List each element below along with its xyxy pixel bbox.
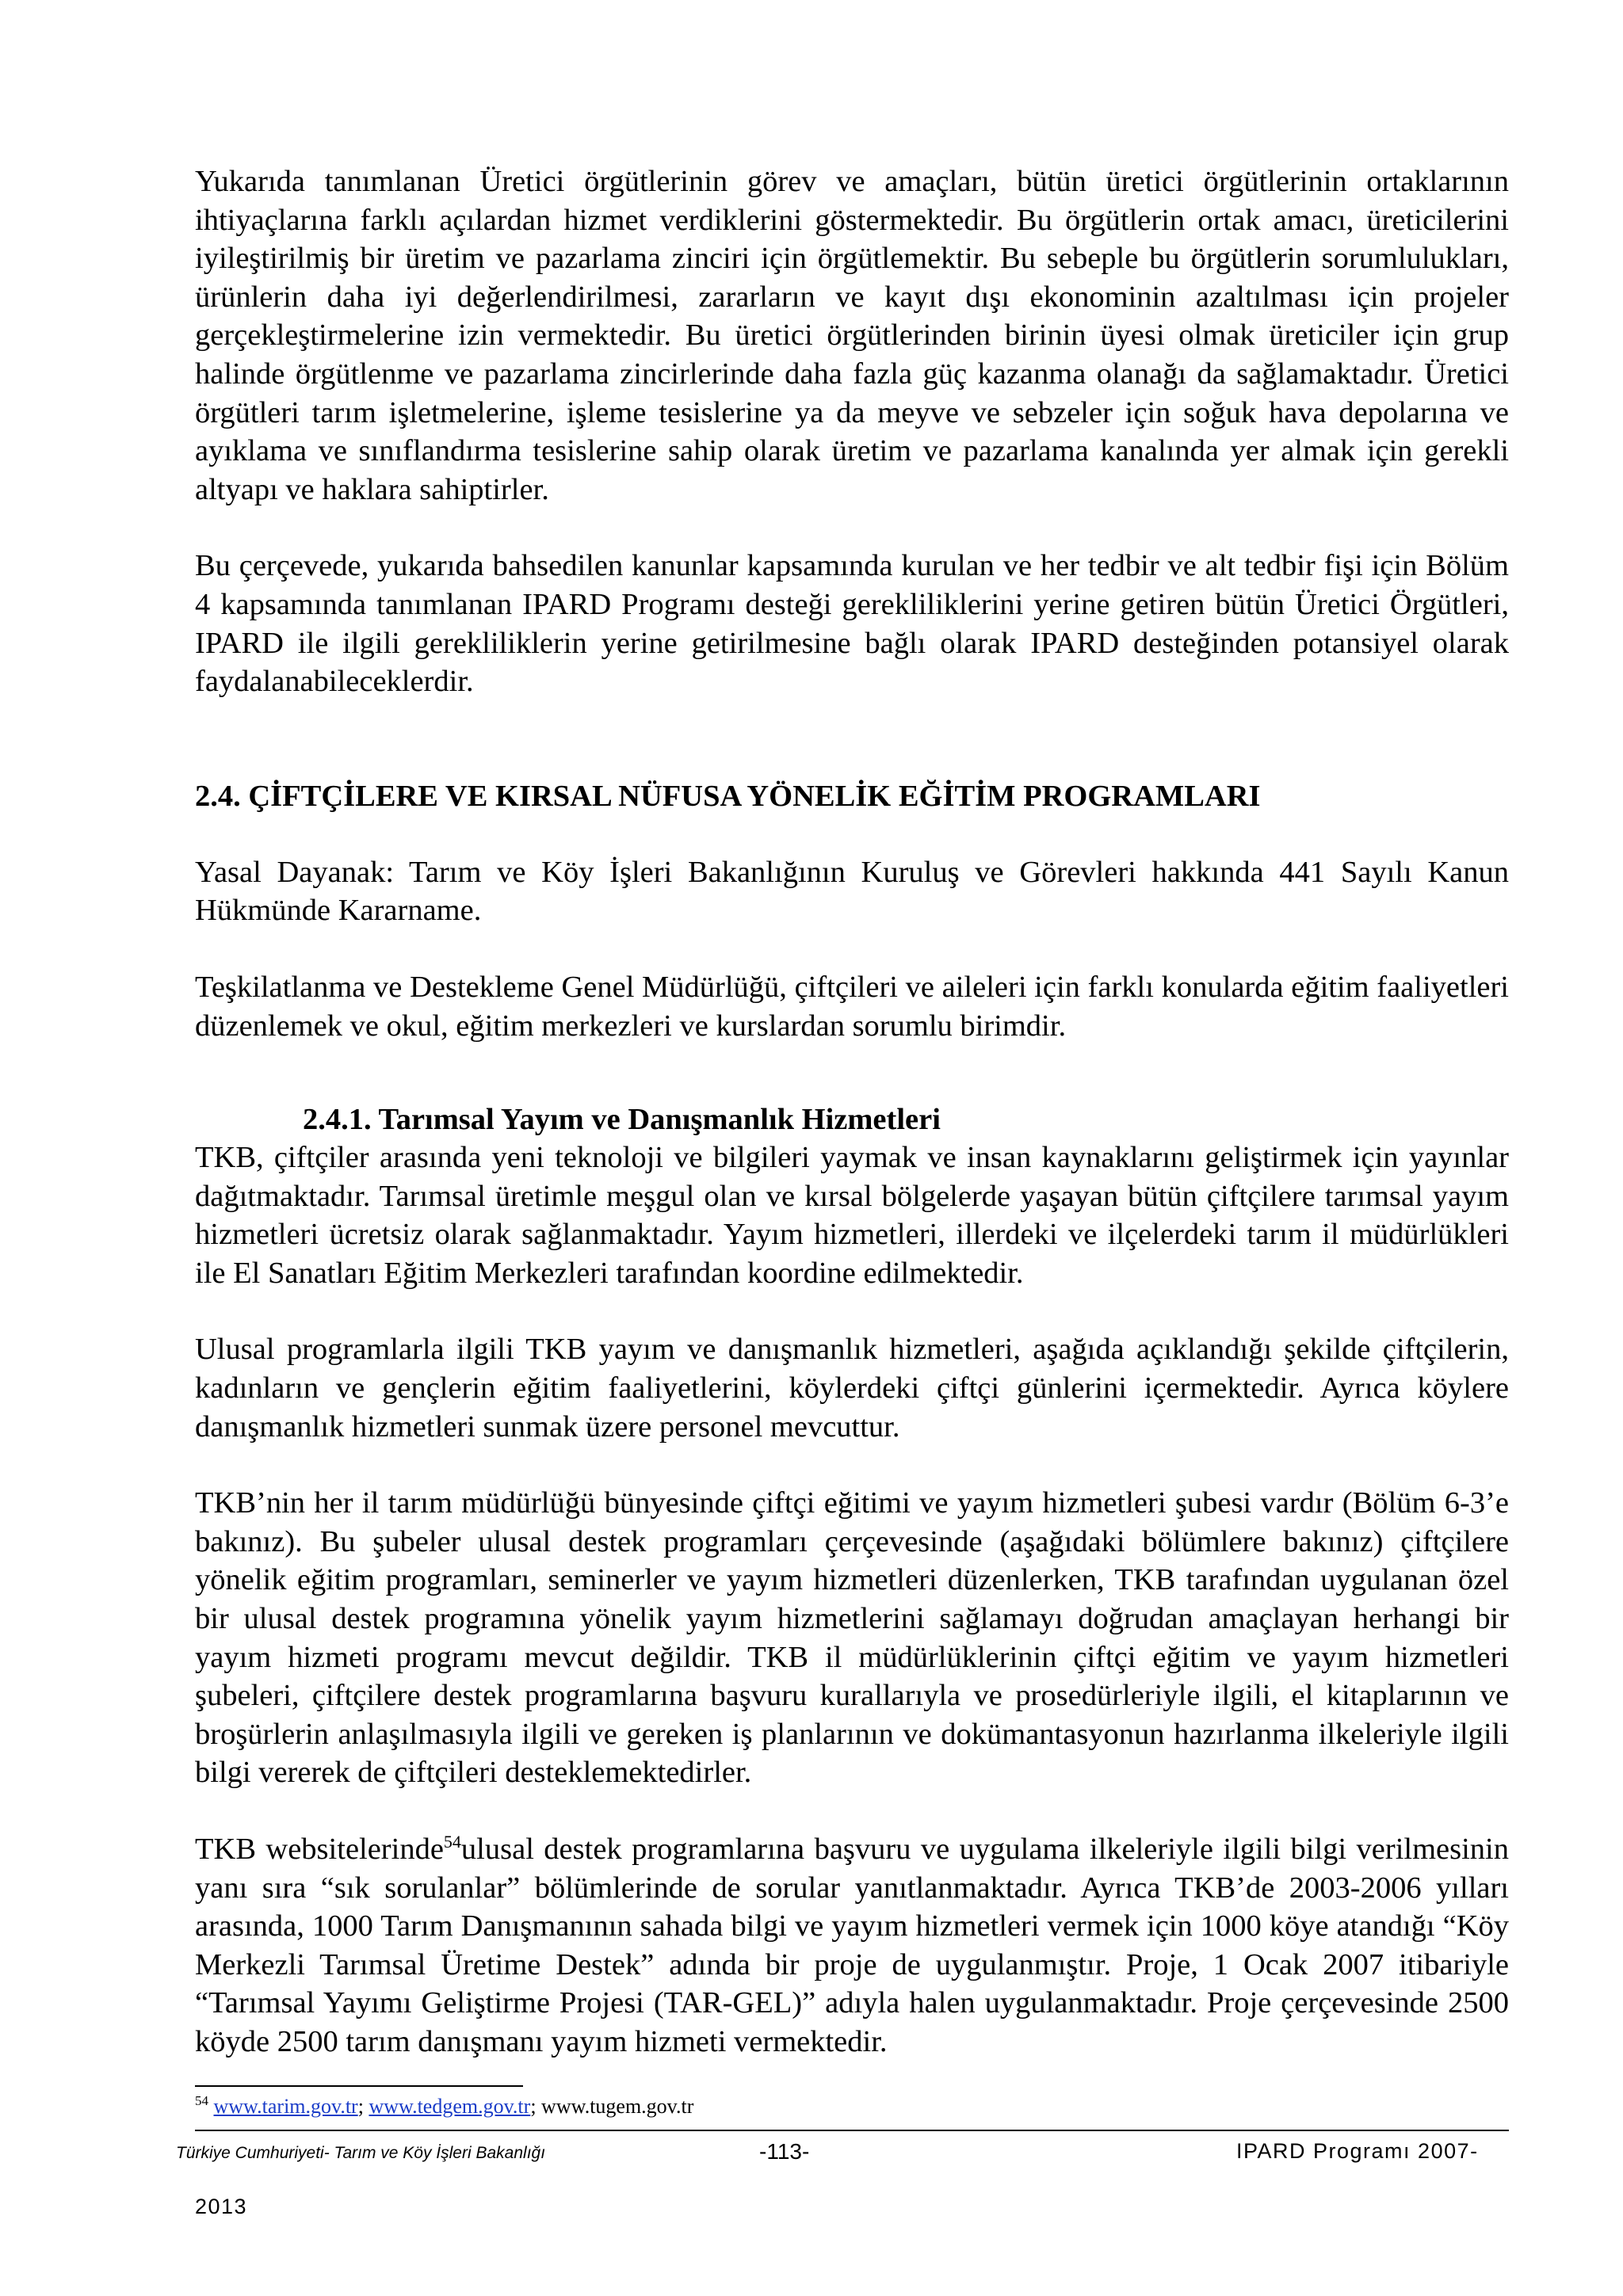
footnote-number: 54 — [195, 2093, 208, 2108]
subsection-heading: 2.4.1. Tarımsal Yayım ve Danışmanlık Hizmetleri — [303, 1103, 941, 1137]
paragraph-directorate: Teşkilatlanma ve Destekleme Genel Müdürlüğü, çiftçileri ve aileleri için farklı konularda eğitim faaliyetleri düzenlemek ve okul, eğitim merkezleri ve kurslardan sorumlu birimdir. — [195, 970, 1509, 1043]
paragraph-websites-rest: ulusal destek programlarına başvuru ve uygulama ilkeleriyle ilgili bilgi verilmesinin yanı sıra “sık sorulanlar” bölümlerinde de sorular yanıtlanmaktadır. Ayrıca TKB’de 2003-2006 yılları arasında, 1000 Tarım Danışmanının sahada bilgi ve yayım hizmetleri vermek için 1000 köye atandığı “Köy Merkezli Tarımsal Üretime Destek” adında bir proje de uygulanmıştır. Proje, 1 Ocak 2007 itibariyle “Tarımsal Yayımı Geliştirme Projesi (TAR-GEL)” adıyla halen uygulanmaktadır. Proje çerçevesinde 2500 köyde 2500 tarım danışmanı yayım hizmeti vermektedir. — [195, 1833, 1509, 2058]
footnote-link-tarim[interactable]: www.tarim.gov.tr — [213, 2095, 358, 2118]
footnote-divider — [195, 2085, 523, 2087]
paragraph-ipard-support: Bu çerçevede, yukarıda bahsedilen kanunlar kapsamında kurulan ve her tedbir ve alt tedbir fişi için Bölüm 4 kapsamında tanımlanan IPARD Programı desteği gerekliliklerini yerine getiren bütün Üretici Örgütleri, IPARD ile ilgili gerekliliklerin yerine getirilmesine bağlı olarak IPARD desteğinden potansiyel olarak faydalanabileceklerdir. — [195, 549, 1509, 699]
footer-program: IPARD Programı 2007- — [1236, 2139, 1479, 2163]
paragraph-websites — [195, 1830, 1509, 2061]
footnote-separator: ; — [357, 2095, 364, 2118]
paragraph-extension-services: TKB, çiftçiler arasında yeni teknoloji ve bilgileri yaymak ve insan kaynaklarını geliştirmek için yayınlar dağıtmaktadır. Tarımsal üretimle meşgul olan ve kırsal bölgelerde yaşayan bütün çiftçilere tarımsal yayım hizmetleri ücretsiz olarak sağlanmaktadır. Yayım hizmetleri, illerdeki ve ilçelerdeki tarım il müdürlükleri ile El Sanatları Eğitim Merkezleri tarafından koordine edilmektedir. — [195, 1141, 1509, 1290]
document-body — [195, 162, 1509, 2061]
footnote-separator: ; — [530, 2095, 537, 2118]
footnote-link-tedgem[interactable]: www.tedgem.gov.tr — [369, 2095, 531, 2118]
paragraph-national-programs: Ulusal programlarla ilgili TKB yayım ve danışmanlık hizmetleri, aşağıda açıklandığı şekilde çiftçilerin, kadınların ve gençlerin eğitim faaliyetlerini, köylerdeki çiftçi günlerini içermektedir. Ayrıca köylere danışmanlık hizmetleri sunmak üzere personel mevcuttur. — [195, 1333, 1509, 1444]
paragraph-provincial-branches: TKB’nin her il tarım müdürlüğü bünyesinde çiftçi eğitimi ve yayım hizmetleri şubesi vardır (Bölüm 6-3’e bakınız). Bu şubeler ulusal destek programları çerçevesinde (aşağıdaki bölümlere bakınız) çiftçilere yönelik eğitim programları, seminerler ve yayım hizmetleri düzenlerken, TKB tarafından uygulanan özel bir ulusal destek programına yönelik yayım hizmetlerini sağlamayı doğrudan amaçlayan herhangi bir yayım hizmeti programı mevcut değildir. TKB il müdürlüklerinin çiftçi eğitim ve yayım hizmetleri şubeleri, çiftçilere destek programlarına başvuru kurallarıyla ve prosedürleriyle ilgili, el kitaplarının ve broşürlerin anlaşılmasıyla ilgili ve gereken iş planlarının ve dokümantasyonun hazırlanma ilkeleriyle ilgili bilgi vererek de çiftçileri desteklemektedirler. — [195, 1486, 1509, 1790]
paragraph-websites-start: TKB websitelerinde — [195, 1833, 444, 1866]
footnote-text-tugem: www.tugem.gov.tr — [541, 2095, 694, 2118]
footer-divider — [195, 2130, 1509, 2131]
page-number: -113- — [759, 2139, 810, 2164]
paragraph-producer-organisations: Yukarıda tanımlanan Üretici örgütlerinin görev ve amaçları, bütün üretici örgütlerinin ortaklarının ihtiyaçlarına farklı açılardan hizmet verdiklerini göstermektedir. Bu örgütlerin ortak amacı, üreticilerini iyileştirilmiş bir üretim ve pazarlama zinciri için örgütlemektir. Bu sebeple bu örgütlerin sorumlulukları, ürünlerin daha iyi değerlendirilmesi, zararların ve kayıt dışı ekonominin azaltılması için projeler gerçekleştirmelerine izin vermektedir. Bu üretici örgütlerinden birinin üyesi olmak üreticiler için grup halinde örgütlenme ve pazarlama zincirlerinde daha fazla güç kazanma olanağı da sağlamaktadır. Üretici örgütleri tarım işletmelerine, işleme tesislerine ya da meyve ve sebzeler için soğuk hava depolarına ve ayıklama ve sınıflandırma tesislerine sahip olarak üretim ve pazarlama kanalında yer almak için gerekli altyapı ve haklara sahiptirler. — [195, 165, 1509, 506]
footnote-reference[interactable]: 54 — [443, 1832, 461, 1852]
footnote — [195, 2093, 693, 2120]
paragraph-legal-basis: Yasal Dayanak: Tarım ve Köy İşleri Bakanlığının Kuruluş ve Görevleri hakkında 441 Sayılı Kanun Hükmünde Kararname. — [195, 855, 1509, 928]
section-heading: 2.4. ÇİFTÇİLERE VE KIRSAL NÜFUSA YÖNELİK EĞİTİM PROGRAMLARI — [195, 779, 1261, 813]
footer-ministry: Türkiye Cumhuriyeti- Tarım ve Köy İşleri Bakanlığı — [176, 2144, 546, 2162]
footer-year: 2013 — [195, 2195, 248, 2218]
